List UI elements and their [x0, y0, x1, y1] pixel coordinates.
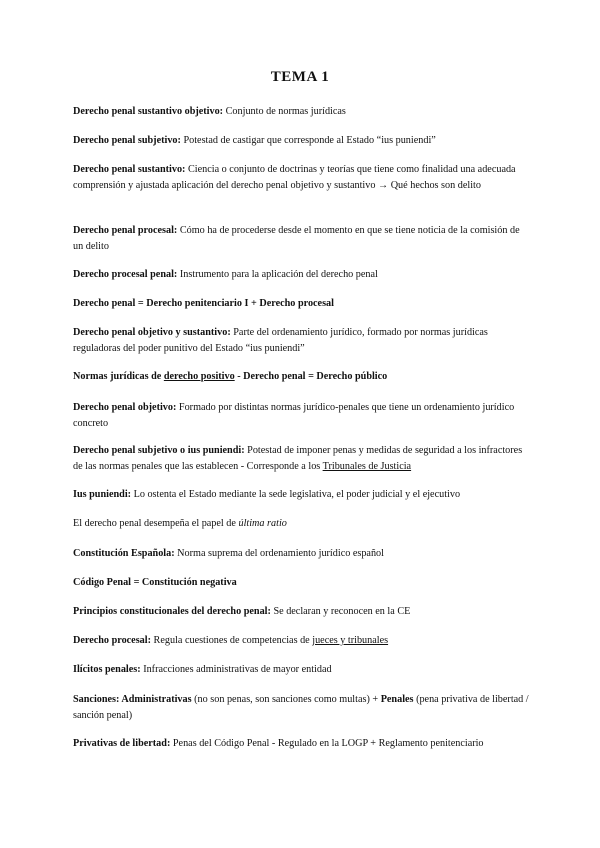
entry-8: Normas jurídicas de derecho positivo - Derecho penal = Derecho público: [73, 371, 388, 382]
page-title: TEMA 1: [270, 69, 330, 85]
entry-14: Código Penal = Constitución negativa: [73, 577, 237, 588]
entry-2: Derecho penal subjetivo: Potestad de castigar que corresponde al Estado “ius puniendi”: [73, 135, 436, 146]
entry-13: Constitución Española: Norma suprema del ordenamiento jurídico español: [73, 548, 384, 559]
entry-3: Derecho penal sustantivo: Ciencia o conjunto de doctrinas y teorías que tiene como finalidad una adecuada comprensión y ajustada aplicación del derecho penal objetivo y sustantivo → Qué hechos son delito: [73, 164, 516, 191]
entry-18: Sanciones: Administrativas (no son penas, son sanciones como multas) + Penales (pena privativa de libertad / sanción penal): [73, 694, 529, 721]
entry-10: Derecho penal subjetivo o ius puniendi: Potestad de imponer penas y medidas de seguridad a los infractores de las normas penales que las establecen - Corresponde a los Tribunales de Justicia: [73, 445, 523, 472]
entry-15: Principios constitucionales del derecho penal: Se declaran y reconocen en la CE: [73, 606, 411, 617]
entry-16: Derecho procesal: Regula cuestiones de competencias de jueces y tribunales: [73, 635, 389, 646]
entry-5: Derecho procesal penal: Instrumento para la aplicación del derecho penal: [73, 269, 378, 280]
entry-1: Derecho penal sustantivo objetivo: Conjunto de normas jurídicas: [73, 106, 346, 117]
entry-17: Ilícitos penales: Infracciones administrativas de mayor entidad: [73, 664, 332, 675]
entry-9: Derecho penal objetivo: Formado por distintas normas jurídico-penales que tiene un ordenamiento jurídico concreto: [73, 402, 515, 429]
entry-12: El derecho penal desempeña el papel de última ratio: [73, 518, 287, 529]
entry-19: Privativas de libertad: Penas del Código Penal - Regulado en la LOGP + Reglamento penitenciario: [73, 738, 484, 749]
entry-7: Derecho penal objetivo y sustantivo: Parte del ordenamiento jurídico, formado por normas jurídicas reguladoras del poder punitivo del Estado “ius puniendi”: [73, 327, 488, 354]
entry-6: Derecho penal = Derecho penitenciario I + Derecho procesal: [73, 298, 334, 309]
entry-4: Derecho penal procesal: Cómo ha de procederse desde el momento en que se tiene noticia de la comisión de un delito: [73, 225, 520, 252]
entry-11: Ius puniendi: Lo ostenta el Estado mediante la sede legislativa, el poder judicial y el ejecutivo: [73, 489, 461, 500]
